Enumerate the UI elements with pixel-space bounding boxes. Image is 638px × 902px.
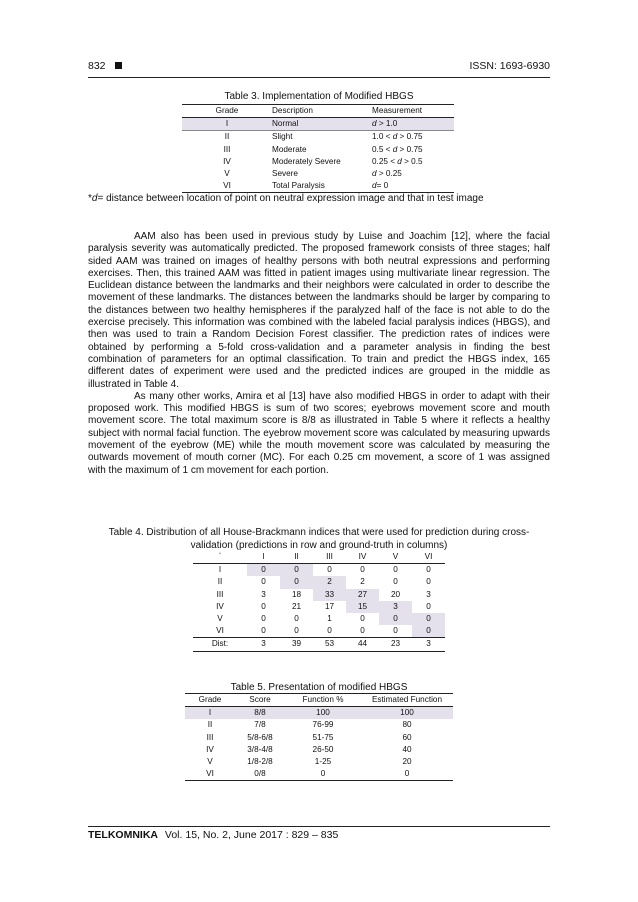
body-text bbox=[88, 231, 550, 477]
table3-cell-measurement: d > 0.25 bbox=[372, 169, 402, 179]
table4-cell: 17 bbox=[324, 601, 335, 611]
table5-cell-estimated: 100 bbox=[361, 707, 453, 720]
table5-header-grade: Grade bbox=[198, 695, 222, 704]
table3-header-measurement: Measurement bbox=[372, 106, 423, 115]
table5-cell-grade: IV bbox=[206, 744, 214, 754]
table5-cell-grade: I bbox=[185, 707, 235, 720]
table4-cell: 44 bbox=[357, 639, 368, 649]
table4-row bbox=[193, 613, 445, 625]
table3-caption: Table 3. Implementation of Modified HBGS bbox=[224, 91, 414, 102]
table5-cell-function: 0 bbox=[320, 769, 326, 779]
table4-cell: 0 bbox=[379, 613, 412, 625]
table3-cell-grade: I bbox=[182, 118, 272, 131]
table4-cell: 3 bbox=[379, 601, 412, 613]
table5-row bbox=[185, 756, 453, 768]
table3-header-row bbox=[182, 105, 454, 118]
table4-cell: 0 bbox=[280, 564, 313, 577]
table5-row bbox=[185, 707, 453, 720]
table3-cell-description: Total Paralysis bbox=[272, 181, 325, 191]
table4-cell: 0 bbox=[247, 564, 280, 577]
table4-cell: 3 bbox=[261, 589, 266, 599]
table4-col-vi: VI bbox=[424, 552, 433, 561]
table3-row bbox=[182, 118, 454, 131]
table4-corner: ` bbox=[218, 552, 222, 561]
table4-cell: 27 bbox=[346, 589, 379, 601]
table5-cell-estimated: 20 bbox=[402, 757, 412, 767]
table3-row bbox=[182, 131, 454, 144]
table4-row-label: III bbox=[216, 589, 224, 599]
table4-col-iv: IV bbox=[358, 552, 367, 561]
table3-cell-description: Moderately Severe bbox=[272, 156, 341, 166]
table4-cell: 21 bbox=[291, 601, 302, 611]
table3-header-grade: Grade bbox=[215, 106, 239, 115]
table5-header-estimated: Estimated Function bbox=[371, 695, 443, 704]
table4-cell: 0 bbox=[360, 626, 365, 636]
table3-cell-measurement: d= 0 bbox=[372, 181, 389, 191]
table4-cell: 0 bbox=[261, 577, 266, 587]
table4-cell: 1 bbox=[327, 614, 332, 624]
issn: ISSN: 1693-6930 bbox=[469, 60, 550, 72]
table5-row bbox=[185, 719, 453, 731]
table4-cell: 3 bbox=[261, 639, 266, 649]
table4-header-row bbox=[193, 551, 445, 564]
table4-row-label: Dist: bbox=[211, 639, 229, 649]
table4-col-i: I bbox=[262, 552, 265, 561]
table3-cell-measurement: d > 1.0 bbox=[372, 118, 454, 131]
table5-cell-estimated: 60 bbox=[402, 732, 412, 742]
table4-row bbox=[193, 564, 445, 577]
table5-caption: Table 5. Presentation of modified HBGS bbox=[230, 682, 408, 693]
table5-row bbox=[185, 768, 453, 781]
table4-cell: 0 bbox=[393, 626, 398, 636]
table4-col-ii: II bbox=[294, 552, 299, 561]
table4-cell: 0 bbox=[426, 601, 431, 611]
table5-cell-grade: VI bbox=[206, 769, 214, 779]
table3-row bbox=[182, 168, 454, 180]
table5-cell-grade: V bbox=[207, 757, 213, 767]
table3-cell-description: Moderate bbox=[272, 144, 307, 154]
table4-cell: 0 bbox=[393, 565, 398, 575]
table4-cell: 0 bbox=[393, 577, 398, 587]
table4-cell: 0 bbox=[327, 626, 332, 636]
table4-cell: 0 bbox=[412, 613, 445, 625]
table5-header-score: Score bbox=[249, 695, 271, 704]
table5-header-row bbox=[185, 694, 453, 707]
table5-cell-score: 3/8-4/8 bbox=[247, 744, 273, 754]
table4-caption-line1: Table 4. Distribution of all House-Brackmann indices that were used for prediction during cross- bbox=[108, 527, 530, 538]
table3-cell-grade: III bbox=[223, 144, 231, 154]
table4-row bbox=[193, 576, 445, 588]
table4-row-label: I bbox=[218, 565, 222, 575]
table5-cell-function: 100 bbox=[285, 707, 361, 720]
table4-row-label: VI bbox=[216, 626, 224, 636]
table3-cell-description: Severe bbox=[272, 169, 298, 179]
table4-caption bbox=[88, 527, 550, 552]
table5-cell-function: 51-75 bbox=[312, 732, 334, 742]
table4-cell: 0 bbox=[412, 625, 445, 638]
footer-rule bbox=[88, 826, 550, 827]
table3-cell-description: Slight bbox=[272, 132, 293, 142]
table5-cell-score: 5/8-6/8 bbox=[247, 732, 273, 742]
table4-cell: 0 bbox=[294, 626, 299, 636]
table4-cell: 2 bbox=[360, 577, 365, 587]
table4-cell: 0 bbox=[294, 614, 299, 624]
table4-cell: 23 bbox=[390, 639, 401, 649]
table3-row bbox=[182, 144, 454, 156]
paragraph-2: As many other works, Amira et al [13] have also modified HBGS in order to adapt with their proposed work. This modified HBGS is sum of two scores; eyebrows movement score and mouth movement score. The total maximum score is 8/8 as illustrated in Table 5 where it reflects a healthy subject with normal facial function. The eyebrow movement score was calculated by measuring upwards movement of the eyebrow (ME) while the mouth movement score was calculated by measuring the outwards movement of mouth corner (MC). For each 0.25 cm movement, a score of 1 was assigned with the maximum of 1 cm movement for each portion. bbox=[88, 390, 550, 476]
table4 bbox=[193, 551, 445, 652]
table5-cell-score: 8/8 bbox=[235, 707, 285, 720]
table4-row bbox=[193, 638, 445, 651]
square-bullet-icon bbox=[115, 62, 122, 69]
table5-cell-function: 1-25 bbox=[314, 757, 332, 767]
page-number: 832 bbox=[88, 60, 122, 72]
table4-cell: 20 bbox=[390, 589, 401, 599]
table3-cell-grade: IV bbox=[223, 156, 231, 166]
table5-row bbox=[185, 732, 453, 744]
table4-cell: 0 bbox=[261, 601, 266, 611]
table3-cell-measurement: 0.25 < d > 0.5 bbox=[372, 156, 423, 166]
table3-row bbox=[182, 180, 454, 193]
paragraph-1: AAM also has been used in previous study by Luise and Joachim [12], where the facial paralysis severity was automatically predicted. The proposed framework consists of three stages; half sided AAM was trained on images of healthy persons with both neutral expressions and performing exercises. Then, this trained AAM was fitted in patient images using multivariate linear regression. The Euclidean distance between the landmarks and their neighbors were calculated in order to describe the movement of these landmarks. The distances between the landmarks should be larger by comparing to the distances between two healthy hemispheres if the paralyzed half of the face is not able to do the exercise precisely. This information was combined with the labeled facial paralysis indices (HBGS), and then was used to train a Random Decision Forest classifier. The prediction rates of indices were obtained by performing a 5-fold cross-validation and a parameter analysis in finding the best combination of parameters for an optimal classification. To train and predict the HBGS index, 165 different dates of experiment were used and the predicted indices are grouped in the middle as illustrated in Table 4. bbox=[88, 231, 550, 390]
table3-cell-measurement: 1.0 < d > 0.75 bbox=[372, 132, 423, 142]
table3-header-description: Description bbox=[272, 106, 313, 115]
table4-row-label: II bbox=[217, 577, 223, 587]
table4-cell: 33 bbox=[313, 589, 346, 601]
table5-cell-estimated: 0 bbox=[404, 769, 410, 779]
table4-row-label: V bbox=[217, 614, 223, 624]
table3-row bbox=[182, 156, 454, 168]
table4-cell: 3 bbox=[426, 639, 431, 649]
table5-cell-score: 7/8 bbox=[254, 720, 266, 730]
table4-row-label: IV bbox=[216, 601, 224, 611]
table3-cell-grade: II bbox=[224, 132, 230, 142]
footer-journal: TELKOMNIKA bbox=[88, 829, 158, 841]
table4-cell: 0 bbox=[360, 614, 365, 624]
footer bbox=[88, 829, 338, 841]
table4-cell: 39 bbox=[291, 639, 302, 649]
table4-cell: 2 bbox=[313, 576, 346, 588]
table4-row bbox=[193, 601, 445, 613]
table4-cell: 0 bbox=[280, 576, 313, 588]
table5-cell-function: 26-50 bbox=[312, 744, 334, 754]
table3-cell-grade: V bbox=[224, 169, 230, 179]
table4-col-iii: III bbox=[326, 552, 333, 561]
table5-row bbox=[185, 744, 453, 756]
table3 bbox=[182, 104, 454, 193]
table5-cell-estimated: 80 bbox=[402, 720, 412, 730]
footer-citation: Vol. 15, No. 2, June 2017 : 829 – 835 bbox=[164, 829, 339, 841]
table4-cell: 18 bbox=[291, 589, 302, 599]
table4-col-v: V bbox=[392, 552, 399, 561]
table4-row bbox=[193, 625, 445, 638]
table4-cell: 0 bbox=[426, 577, 431, 587]
table4-row bbox=[193, 589, 445, 601]
table4-cell: 0 bbox=[261, 614, 266, 624]
table4-cell: 3 bbox=[426, 589, 431, 599]
table5 bbox=[185, 693, 453, 781]
table5-cell-score: 0/8 bbox=[254, 769, 266, 779]
table4-caption-line2: validation (predictions in row and ground-truth in columns) bbox=[190, 539, 448, 551]
table4-cell: 0 bbox=[360, 565, 365, 575]
table5-cell-grade: III bbox=[206, 732, 214, 742]
table4-cell: 0 bbox=[426, 565, 431, 575]
table5-cell-grade: II bbox=[207, 720, 213, 730]
table3-cell-grade: VI bbox=[223, 181, 231, 191]
table4-cell: 53 bbox=[324, 639, 335, 649]
table5-cell-estimated: 40 bbox=[402, 744, 412, 754]
table5-cell-function: 76-99 bbox=[312, 720, 334, 730]
header-rule bbox=[88, 77, 550, 78]
table3-cell-description: Normal bbox=[272, 118, 372, 131]
table3-footnote: *d= distance between location of point on neutral expression image and that in test image bbox=[88, 193, 484, 204]
table5-header-function: Function % bbox=[302, 695, 344, 704]
table4-cell: 0 bbox=[261, 626, 266, 636]
table5-cell-score: 1/8-2/8 bbox=[247, 757, 273, 767]
table4-cell: 15 bbox=[346, 601, 379, 613]
table3-cell-measurement: 0.5 < d > 0.75 bbox=[372, 144, 423, 154]
table4-cell: 0 bbox=[327, 565, 332, 575]
